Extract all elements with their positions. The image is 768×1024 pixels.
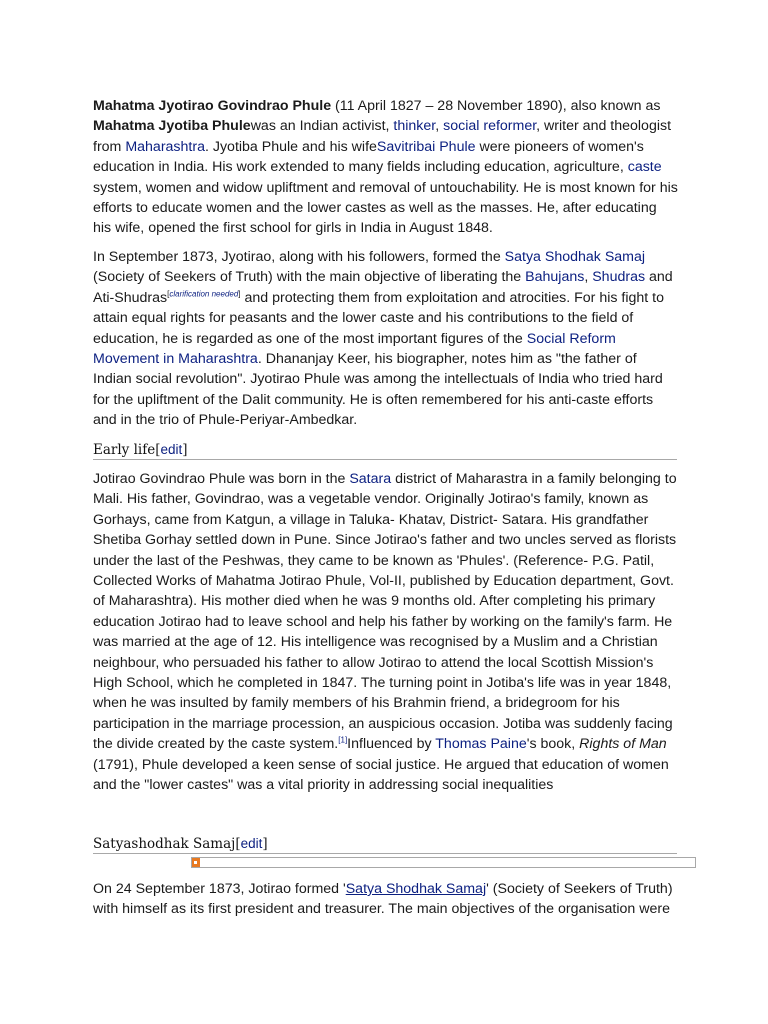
link-savitribai-phule[interactable]: Savitribai Phule [376, 138, 476, 155]
intro-paragraph: Mahatma Jyotirao Govindrao Phule (11 April 1827 – 28 November 1890), also known as Mahatma Jyotiba Phulewas an Indian activist, thinker, social reformer, writer and theologist from Maharashtra. Jyotiba Phule and his wifeSavitribai Phule were pioneers of women's education in India. His work extended to many fields including education, agriculture, caste system, women and widow upliftment and removal of untouchability. He is most known for his efforts to educate women and the lower castes as well as the masses. He, after educating his wife, opened the first school for girls in India in August 1848. [93, 98, 678, 237]
link-shudras[interactable]: Shudras [592, 269, 646, 286]
clarification-needed-note[interactable]: [clarification needed] [167, 289, 241, 299]
satya-shodhak-paragraph: In September 1873, Jyotirao, along with his followers, formed the Satya Shodhak Samaj (Society of Seekers of Truth) with the main objective of liberating the Bahujans, Shudras and Ati-Shudras[clarification needed] and protecting them from exploitation and atrocities. For his fight to attain equal rights for peasants and the lower caste and his contributions to the field of education, he is regarded as one of the most important figures of the Social Reform Movement in Maharashtra. Dhananjay Keer, his biographer, notes him as "the father of Indian social revolution". Jyotirao Phule was among the intellectuals of India who tried hard for the upliftment of the Dalit community. He is often remembered for his anti-caste efforts and in the trio of Phule-Periyar-Ambedkar. [93, 249, 673, 429]
link-maharashtra[interactable]: Maharashtra [125, 138, 205, 155]
link-satya-shodhak-samaj[interactable]: Satya Shodhak Samaj [504, 249, 646, 265]
scrollbar-thumb[interactable] [192, 858, 200, 867]
link-caste[interactable]: caste [627, 159, 662, 176]
edit-link-early-life[interactable]: edit [160, 442, 183, 457]
link-social-reform-movement[interactable]: Social Reform Movement in Maharashtra [93, 330, 616, 368]
satyashodhak-samaj-paragraph: On 24 September 1873, Jotirao formed 'Satya Shodhak Samaj' (Society of Seekers of Truth) with himself as its first president and treasurer. The main objectives of the organisation were [93, 881, 673, 918]
citation-1[interactable]: [1] [338, 735, 348, 745]
section-heading-satyashodhak-samaj: Satyashodhak Samaj[edit] [93, 836, 677, 854]
link-satya-shodhak-samaj-2[interactable]: Satya Shodhak Samaj [345, 881, 487, 897]
horizontal-scrollbar[interactable] [191, 857, 696, 868]
subject-alt-name: Mahatma Jyotiba Phule [93, 118, 251, 135]
early-life-paragraph: Jotirao Govindrao Phule was born in the Satara district of Maharastra in a family belonging to Mali. His father, Govindrao, was a vegetable vendor. Originally Jotirao's family, known as Gorhays, came from Katgun, a village in Taluka- Khatav, District- Satara. His grandfather Shetiba Gorhay settled down in Pune. Since Jotirao's father and two uncles served as florists under the last of the Peshwas, they came to be known as 'Phules'. (Reference- P.G. Patil, Collected Works of Mahatma Jotirao Phule, Vol-II, published by Education department, Govt. of Maharashtra). His mother died when he was 9 months old. After completing his primary education Jotirao had to leave school and help his father by working on the family's farm. He was married at the age of 12. His intelligence was recognised by a Muslim and a Christian neighbour, who persuaded his father to allow Jotirao to attend the local Scottish Mission's High School, which he completed in 1847. The turning point in Jotiba's life was in year 1848, when he was insulted by family members of his Brahmin friend, a bridegroom for his participation in the marriage procession, an auspicious occasion. Jotiba was suddenly facing the divide created by the caste system.[1]Influenced by Thomas Paine's book, Rights of Man (1791), Phule developed a keen sense of social justice. He argued that education of women and the "lower castes" was a vital priority in addressing social inequalities [93, 471, 677, 794]
link-bahujans[interactable]: Bahujans [525, 269, 585, 286]
section-heading-early-life: Early life[edit] [93, 442, 677, 460]
subject-name: Mahatma Jyotirao Govindrao Phule [93, 98, 332, 114]
edit-link-satyashodhak-samaj[interactable]: edit [240, 836, 263, 851]
link-satara[interactable]: Satara [349, 471, 392, 487]
link-social-reformer[interactable]: social reformer [443, 118, 537, 135]
link-thinker[interactable]: thinker [393, 118, 436, 135]
link-thomas-paine[interactable]: Thomas Paine [435, 736, 527, 753]
book-title: Rights of Man [579, 736, 667, 753]
